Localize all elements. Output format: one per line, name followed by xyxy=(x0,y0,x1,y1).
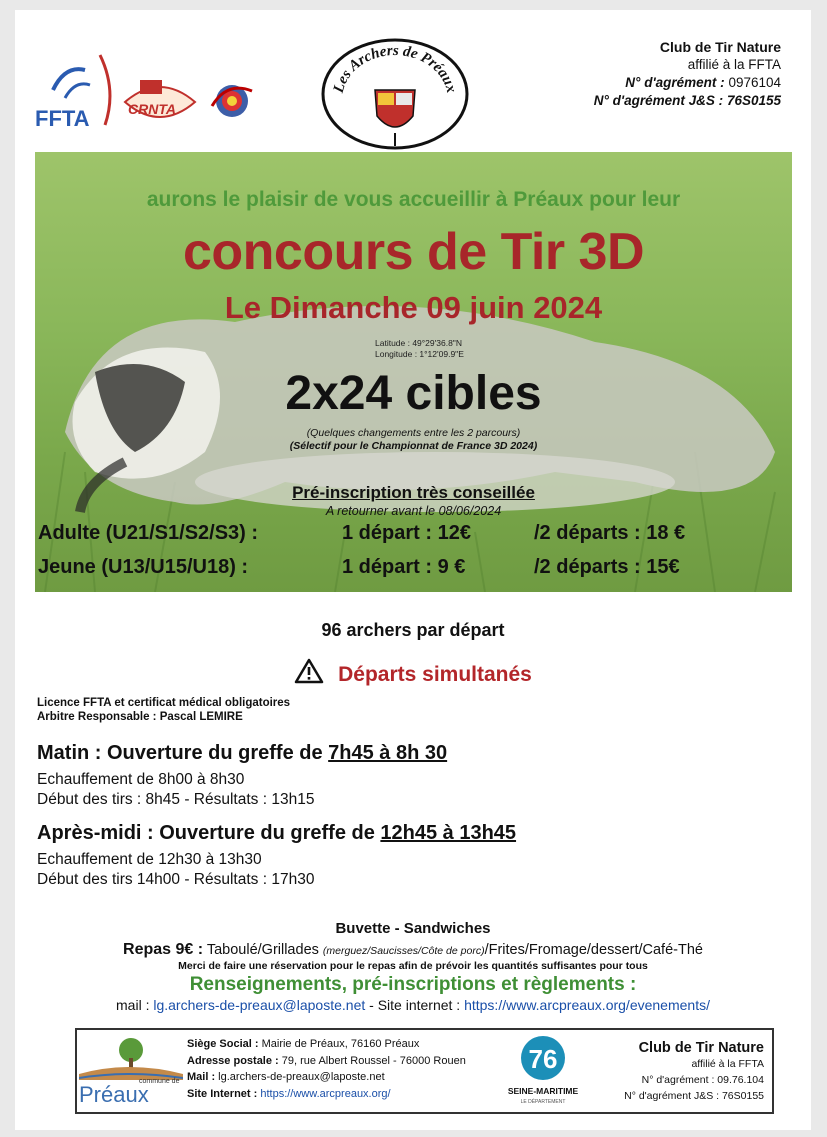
contact-line: mail : lg.archers-de-preaux@laposte.net - Site internet : https://www.arcpreaux.org/evenements/ xyxy=(116,997,710,1013)
afternoon-title: Après-midi : Ouverture du greffe de 12h45 à 13h45 xyxy=(37,822,517,844)
youth-one-start: 1 départ : 9 € xyxy=(342,556,466,578)
event-date: Le Dimanche 09 juin 2024 xyxy=(224,290,603,325)
club-agrement: N° d'agrément : 0976104 xyxy=(625,75,781,90)
longitude: Longitude : 1°12'09.9"E xyxy=(375,349,464,359)
seine-maritime-logo xyxy=(507,1034,579,1108)
referee: Arbitre Responsable : Pascal LEMIRE xyxy=(37,711,243,723)
buvette: Buvette - Sandwiches xyxy=(335,920,491,937)
svg-text:commune de: commune de xyxy=(139,1078,180,1085)
footer-address xyxy=(187,1036,466,1102)
footer-club-agrement-js: N° d'agrément J&S : 76S0155 xyxy=(624,1090,764,1102)
contact-heading: Renseignements, pré-inscriptions et règlements : xyxy=(189,974,637,995)
club-info xyxy=(594,38,781,110)
footer-club-agrement: N° d'agrément : 09.76.104 xyxy=(641,1074,764,1086)
club-affiliation: affilié à la FFTA xyxy=(687,57,781,72)
license-info xyxy=(37,696,290,724)
preaux-commune-logo xyxy=(79,1034,183,1106)
archers-per-start: 96 archers par départ xyxy=(321,620,505,640)
club-seal-logo xyxy=(320,38,470,150)
footer-siege: Siège Social : Mairie de Préaux, 76160 Préaux xyxy=(187,1038,420,1050)
club-name: Club de Tir Nature xyxy=(659,39,781,55)
meal-reservation-note: Merci de faire une réservation pour le repas afin de prévoir les quantités suffisantes pour tous xyxy=(178,960,648,972)
latitude: Latitude : 49°29'36.8"N xyxy=(375,338,462,348)
simultaneous-starts: Départs simultanés xyxy=(15,658,811,690)
contact-mail-link[interactable]: lg.archers-de-preaux@laposte.net xyxy=(153,997,366,1013)
afternoon-warmup: Echauffement de 12h30 à 13h30 xyxy=(37,851,262,868)
youth-category: Jeune (U13/U15/U18) : xyxy=(38,556,249,578)
afternoon-schedule: Début des tirs 14h00 - Résultats : 17h30 xyxy=(37,871,315,888)
footer-site: Site Internet : https://www.arcpreaux.org/ xyxy=(187,1087,391,1100)
adult-category: Adulte (U21/S1/S2/S3) : xyxy=(38,522,259,544)
note-selective: (Sélectif pour le Championnat de France 3D 2024) xyxy=(289,440,538,452)
svg-text:76: 76 xyxy=(528,1044,558,1074)
crnta-logo xyxy=(120,72,198,132)
intro-text: aurons le plaisir de vous accueillir à Préaux pour leur xyxy=(146,188,681,211)
gps-coordinates xyxy=(375,338,464,360)
club-agrement-js: N° d'agrément J&S : 76S0155 xyxy=(593,93,781,108)
footer-postal: Adresse postale : 79, rue Albert Roussel - 76000 Rouen xyxy=(187,1054,466,1067)
morning-title: Matin : Ouverture du greffe de 7h45 à 8h 30 xyxy=(37,742,448,764)
event-title: concours de Tir 3D xyxy=(182,223,645,281)
meal-line: Repas 9€ : Taboulé/Grillades (merguez/Saucisses/Côte de porc)/Frites/Fromage/dessert/Café-Thé xyxy=(123,941,703,958)
preinscription-deadline: A retourner avant le 08/06/2024 xyxy=(325,504,502,518)
svg-text:SEINE-MARITIME: SEINE-MARITIME xyxy=(507,1086,579,1096)
youth-price-row xyxy=(38,556,798,582)
svg-text:CRNTA: CRNTA xyxy=(128,101,176,117)
course-notes xyxy=(35,427,792,453)
license-requirement: Licence FFTA et certificat médical obligatoires xyxy=(37,697,291,709)
svg-text:LE DÉPARTEMENT: LE DÉPARTEMENT xyxy=(520,1099,566,1105)
svg-text:Préaux: Préaux xyxy=(79,1082,149,1106)
preinscription-heading: Pré-inscription très conseillée xyxy=(292,483,535,502)
morning-warmup: Echauffement de 8h00 à 8h30 xyxy=(37,771,245,788)
adult-price-row xyxy=(38,522,798,548)
svg-text:Les Archers de Préaux: Les Archers de Préaux xyxy=(330,42,460,95)
footer-site-link[interactable]: https://www.arcpreaux.org/ xyxy=(260,1087,391,1100)
footer-mail: Mail : lg.archers-de-preaux@laposte.net xyxy=(187,1071,385,1083)
footer-club-affiliation: affilié à la FFTA xyxy=(691,1058,764,1070)
adult-one-start: 1 départ : 12€ xyxy=(342,522,471,544)
targets-count: 2x24 cibles xyxy=(285,367,542,420)
warning-icon xyxy=(294,658,324,690)
footer-box xyxy=(75,1028,774,1114)
footer-club-name: Club de Tir Nature xyxy=(638,1040,764,1056)
adult-two-starts: /2 départs : 18 € xyxy=(534,522,686,544)
svg-text:FFTA: FFTA xyxy=(35,106,90,130)
morning-schedule: Début des tirs : 8h45 - Résultats : 13h15 xyxy=(37,791,315,808)
footer-mail-link[interactable]: lg.archers-de-preaux@laposte.net xyxy=(218,1071,385,1083)
ffta-logo xyxy=(35,50,115,130)
youth-two-starts: /2 départs : 15€ xyxy=(534,556,680,578)
contact-site-link[interactable]: https://www.arcpreaux.org/evenements/ xyxy=(464,997,710,1013)
poster-sheet xyxy=(15,10,811,1130)
footer-club-info xyxy=(624,1040,764,1104)
note-changes: (Quelques changements entre les 2 parcours) xyxy=(306,427,521,439)
target-logo xyxy=(207,76,257,126)
